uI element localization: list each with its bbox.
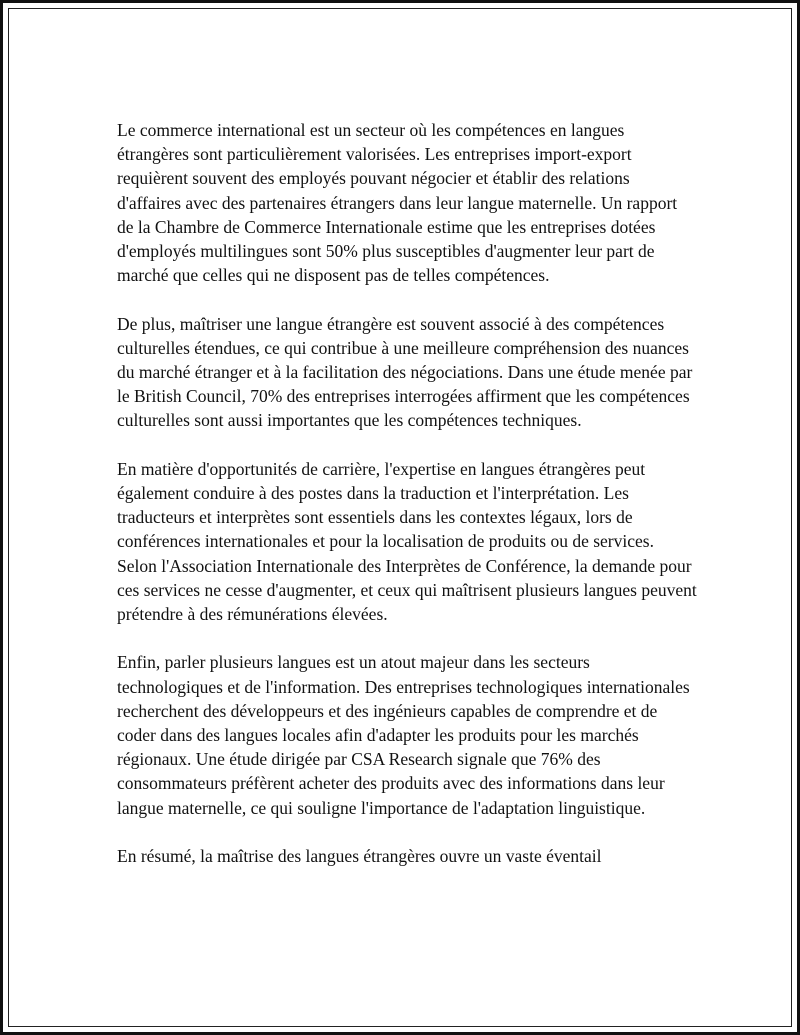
- paragraph-international-trade: Le commerce international est un secteur où les compétences en langues étrangères sont particulièrement valorisées. Les entreprises import-export requièrent souvent des employés pouvant négocier et établir des relations d'affaires avec des partenaires étrangers dans leur langue maternelle. Un rapport de la Chambre de Commerce Internationale estime que les entreprises dotées d'employés multilingues sont 50% plus susceptibles d'augmenter leur part de marché que celles qui ne disposent pas de telles compétences.: [117, 120, 678, 286]
- paragraph-summary: En résumé, la maîtrise des langues étrangères ouvre un vaste éventail: [117, 846, 602, 867]
- document-body: [117, 118, 697, 892]
- paragraph-career-opportunities: En matière d'opportunités de carrière, l'expertise en langues étrangères peut également conduire à des postes dans la traduction et l'interprétation. Les traducteurs et interprètes sont essentiels dans les contextes légaux, lors de conférences internationales et pour la localisation de produits ou de services. Selon l'Association Internationale des Interprètes de Conférence, la demande pour ces services ne cesse d'augmenter, et ceux qui maîtrisent plusieurs langues peuvent prétendre à des rémunérations élevées.: [117, 458, 697, 625]
- paragraph-cultural-skills: De plus, maîtriser une langue étrangère est souvent associé à des compétences culturelles étendues, ce qui contribue à une meilleure compréhension des nuances du marché étranger et à la facilitation des négociations. Dans une étude menée par le British Council, 70% des entreprises interrogées affirment que les compétences culturelles sont aussi importantes que les compétences techniques.: [117, 313, 693, 431]
- paragraph-technology-sector: Enfin, parler plusieurs langues est un atout majeur dans les secteurs technologiques et de l'information. Des entreprises technologiques internationales recherchent des développeurs et des ingénieurs capables de comprendre et de coder dans des langues locales afin d'adapter les produits pour les marchés régionaux. Une étude dirigée par CSA Research signale que 76% des consommateurs préfèrent acheter des produits avec des informations dans leur langue maternelle, ce qui souligne l'importance de l'adaptation linguistique.: [117, 652, 690, 818]
